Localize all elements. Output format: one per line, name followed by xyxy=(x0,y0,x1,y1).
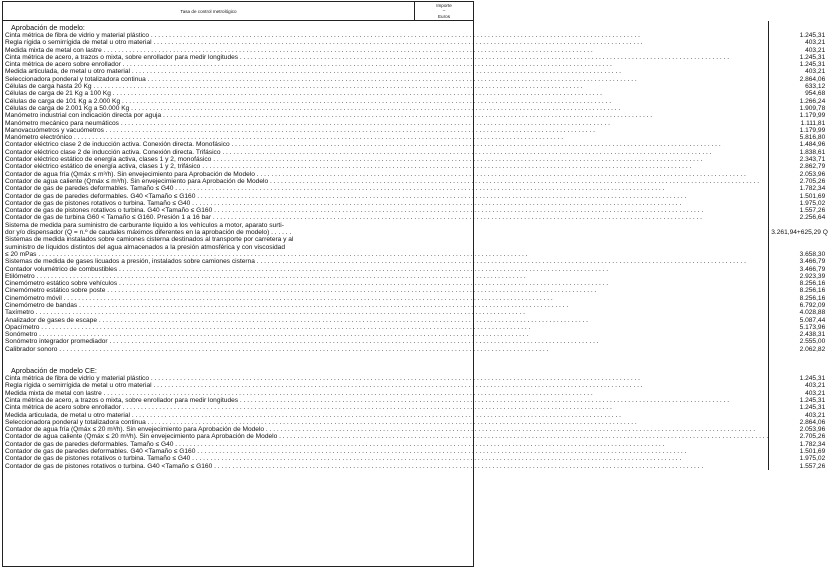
row-description-line: ≤ 20 mPas . . . xyxy=(3,251,768,258)
row-amount: 1.501,69 xyxy=(799,448,826,456)
row-amount: 1.975,02 xyxy=(799,199,826,207)
row-description: Cinemómetro móvil . . . xyxy=(3,295,768,302)
row-description: Analizador de gases de escape . . . xyxy=(3,317,768,324)
row-description: Sonómetro integrador promediador . . . xyxy=(3,338,768,345)
row-amount: 403,21 xyxy=(805,411,826,419)
row-amount: 3.658,30 xyxy=(799,250,826,258)
row-description: Contador de gas de pistones rotativos o turbina. Tamaño ≤ G40 . . . xyxy=(3,455,768,462)
row-amount: 403,21 xyxy=(805,389,826,397)
row-amount: 3.466,79 xyxy=(799,265,826,273)
row-amount: 1.111,81 xyxy=(800,119,826,127)
row-description: Manómetro mecánico para neumáticos . . . xyxy=(3,120,768,127)
row-description: Contador de gas de pistones rotativos o turbina. G40 <Tamaño ≤ G160 . . . xyxy=(3,463,768,470)
row-description: Contador de gas de paredes deformables. G40 <Tamaño ≤ G160 . . . xyxy=(3,448,768,455)
row-amount: 2.062,82 xyxy=(799,345,826,353)
row-description: Medida articulada, de metal u otro material . . . xyxy=(3,68,768,75)
row-description: Contador de gas de paredes deformables. Tamaño ≤ G40 . . . xyxy=(3,441,768,448)
section-spacer xyxy=(769,364,827,375)
header-amount-label: Importe xyxy=(436,3,452,9)
row-amount: 1.245,31 xyxy=(799,32,826,39)
row-amount: 2.343,71 xyxy=(799,156,826,164)
row-description: Contador eléctrico clase 2 de inducción activa. Conexión directa. Monofásico . . . xyxy=(3,141,768,148)
row-amount: 1.838,61 xyxy=(799,148,826,156)
row-description: Opacímetro . . . xyxy=(3,324,768,331)
amount-column xyxy=(769,21,827,470)
section-gap xyxy=(769,353,827,364)
row-description: Cinemómetro estático sobre vehículos . . . xyxy=(3,280,768,287)
row-description: Cinta métrica de fibra de vidrio y material plástico . . . xyxy=(3,375,768,382)
row-amount: 1.484,96 xyxy=(799,141,826,149)
row-description: Cinta métrica de acero, a trazos o mixta, sobre enrollador para medir longitudes . . . xyxy=(3,397,768,404)
row-description: Manómetro industrial con indicación directa por aguja . . . xyxy=(3,112,768,119)
row-amount: 954,68 xyxy=(805,90,826,98)
row-description: Cinta métrica de fibra de vidrio y material plástico . . . xyxy=(3,32,768,39)
row-description: Contador eléctrico estático de energía activa, clases 1 y 2, monofásico . . . xyxy=(3,156,768,163)
row-description: Cinemómetro estático sobre poste . . . xyxy=(3,287,768,294)
row-description: Contador de agua fría (Qmáx ≤ m³/h). Sin envejecimiento para Aprobación de Modelo . . . xyxy=(3,171,768,178)
row-description: Cinta métrica de acero, a trazos o mixta, sobre enrollador para medir longitudes . . . xyxy=(3,54,768,61)
row-amount: 403,21 xyxy=(805,39,826,47)
row-description: Contador de agua caliente (Qmáx ≤ 20 m³/h). Sin envejecimiento para Aprobación de Modelo . . . xyxy=(3,433,768,440)
row-amount: 3.466,79 xyxy=(799,258,826,266)
row-amount: 6.792,09 xyxy=(799,301,826,309)
row-amount: 2.864,06 xyxy=(799,418,826,426)
row-description: Calibrador sonoro . . . xyxy=(3,346,768,353)
row-amount: 1.245,31 xyxy=(799,404,826,412)
row-amount: 1.975,02 xyxy=(799,455,826,463)
section-title: Aprobación de modelo: xyxy=(11,23,85,32)
row-amount-blank xyxy=(769,244,827,251)
row-description: Células de carga de 21 Kg a 100 Kg . . . xyxy=(3,90,768,97)
row-description: Manovacuómetros y vacuómetros . . . xyxy=(3,127,768,134)
row-amount: 2.053,96 xyxy=(799,426,826,434)
row-amount-blank xyxy=(769,222,827,229)
row-amount: 403,21 xyxy=(805,46,826,54)
row-description: Regla rígida o semirrígida de metal u otro material . . . xyxy=(3,39,768,46)
row-amount: 5.087,44 xyxy=(799,316,826,324)
header-amount-unit: Euros xyxy=(437,13,450,19)
row-description-line: dor y/o dispensador (Q = n.º de caudales máximos diferentes en la aprobación de modelo) . . . . . . xyxy=(5,229,292,237)
row-amount-blank xyxy=(769,236,827,243)
row-amount: 1.782,34 xyxy=(799,440,826,448)
row-amount: 2.053,96 xyxy=(799,170,826,178)
row-amount: 8.256,16 xyxy=(799,287,826,295)
section-gap xyxy=(3,353,768,364)
row-description-line: Sistemas de medida instalados sobre camiones cisterna destinados al transporte por carretera y al xyxy=(5,236,294,244)
row-amount: 1.245,31 xyxy=(799,375,826,383)
section-title: Aprobación de modelo CE: xyxy=(11,366,97,376)
row-amount: 403,21 xyxy=(805,68,826,76)
header-concept: Tasa de control metrológico xyxy=(3,2,415,20)
row-description: Seleccionadora ponderal y totalizadora continua . . . xyxy=(3,419,768,426)
row-amount: 2.705,26 xyxy=(799,177,826,185)
row-description: Contador eléctrico clase 2 de inducción activa. Conexión directa. Trifásico . . . xyxy=(3,149,768,156)
header-amount-dash: – xyxy=(442,8,446,14)
row-description: Cinta métrica de acero sobre enrollador . . . xyxy=(3,404,768,411)
table-header xyxy=(3,2,473,21)
row-amount: 1.557,26 xyxy=(799,462,826,470)
row-description: Manómetro electrónico . . . xyxy=(3,134,768,141)
row-description: Contador eléctrico estático de energía activa, clases 1 y 2, trifásico . . . xyxy=(3,163,768,170)
row-amount: 8.256,16 xyxy=(799,280,826,288)
row-description: Regla rígida o semirrígida de metal u otro material . . . xyxy=(3,382,768,389)
row-description: Contador de gas de paredes deformables. G40 <Tamaño ≤ G160 . . . xyxy=(3,193,768,200)
row-description: Etilómetro . . . xyxy=(3,273,768,280)
row-description: Contador de gas de pistones rotativos o turbina. Tamaño ≤ G40 . . . xyxy=(3,200,768,207)
row-description: Contador volumétrico de combustibles . . . xyxy=(3,266,768,273)
header-amount xyxy=(415,2,473,20)
row-amount: 4.028,88 xyxy=(799,309,826,317)
row-description: Cinemómetro de bandas . . . xyxy=(3,302,768,309)
row-amount: 403,21 xyxy=(805,382,826,390)
row-description: Contador de gas de paredes deformables. Tamaño ≤ G40 . . . xyxy=(3,185,768,192)
row-description: Células de carga de 2.001 Kg a 50.000 Kg . . . xyxy=(3,105,768,112)
row-description: Contador de gas de turbina G60 < Tamaño ≤ G160. Presión 1 a 16 bar . . . xyxy=(3,214,768,221)
row-description: Contador de agua caliente (Qmáx ≤ m³/h). Sin envejecimiento para Aprobación de Modelo . . . xyxy=(3,178,768,185)
row-amount: 1.909,78 xyxy=(799,104,826,112)
row-amount: 2.862,79 xyxy=(799,163,826,171)
row-amount: 2.555,00 xyxy=(799,338,826,346)
row-amount: 1.501,69 xyxy=(799,192,826,200)
row-amount: 1.245,31 xyxy=(799,396,826,404)
row-amount: 5.173,96 xyxy=(799,323,826,331)
row-amount: 8.256,16 xyxy=(799,294,826,302)
row-amount: 2.705,26 xyxy=(799,433,826,441)
row-description: Medida articulada, de metal u otro material . . . xyxy=(3,412,768,419)
row-amount: 1.179,99 xyxy=(799,112,826,120)
row-amount: 1.782,34 xyxy=(799,185,826,193)
row-amount: 1.179,99 xyxy=(799,126,826,134)
row-description: Taxímetro . . . xyxy=(3,309,768,316)
row-description: Contador de agua fría (Qmáx ≤ 20 m³/h). Sin envejecimiento para Aprobación de Modelo . . . xyxy=(3,426,768,433)
row-description: Células de carga hasta 20 Kg . . . xyxy=(3,83,768,90)
row-amount: 1.266,24 xyxy=(799,97,826,105)
row-description: Seleccionadora ponderal y totalizadora continua . . . xyxy=(3,76,768,83)
row-description-line: Sistema de medida para suministro de carburante líquido a los vehículos a motor, aparato surti- xyxy=(5,221,284,229)
table-body xyxy=(3,21,828,470)
section-spacer xyxy=(769,21,827,32)
concept-column xyxy=(3,21,769,470)
row-description: Contador de gas de pistones rotativos o turbina. G40 <Tamaño ≤ G160 . . . xyxy=(3,207,768,214)
row-amount: 5.816,80 xyxy=(799,134,826,142)
row-description: Células de carga de 101 Kg a 2.000 Kg . . . xyxy=(3,98,768,105)
fee-table xyxy=(2,1,828,567)
row-amount: 2.256,64 xyxy=(799,214,826,222)
row-amount: 2.864,06 xyxy=(799,75,826,83)
row-amount: 1.245,31 xyxy=(799,53,826,61)
row-amount: 1.557,26 xyxy=(799,207,826,215)
row-amount: 633,12 xyxy=(805,83,826,91)
row-description: Sistemas de medida de gases licuados a presión, instalados sobre camiones cisterna . . . xyxy=(3,258,768,265)
row-amount: 2.923,39 xyxy=(799,272,826,280)
row-description: Sonómetro . . . xyxy=(3,331,768,338)
row-amount: 3.261,94+625,29 Q xyxy=(771,229,828,237)
row-description: Cinta métrica de acero sobre enrollador . . . xyxy=(3,61,768,68)
row-description: Medida mixta de metal con lastre . . . xyxy=(3,47,768,54)
row-description: Medida mixta de metal con lastre . . . xyxy=(3,390,768,397)
row-amount: 2.438,31 xyxy=(799,331,826,339)
row-description-line: suministro de líquidos distintos del agua almacenados a la presión atmosférica y con viscosidad xyxy=(5,243,286,251)
row-amount: 1.245,31 xyxy=(799,61,826,69)
